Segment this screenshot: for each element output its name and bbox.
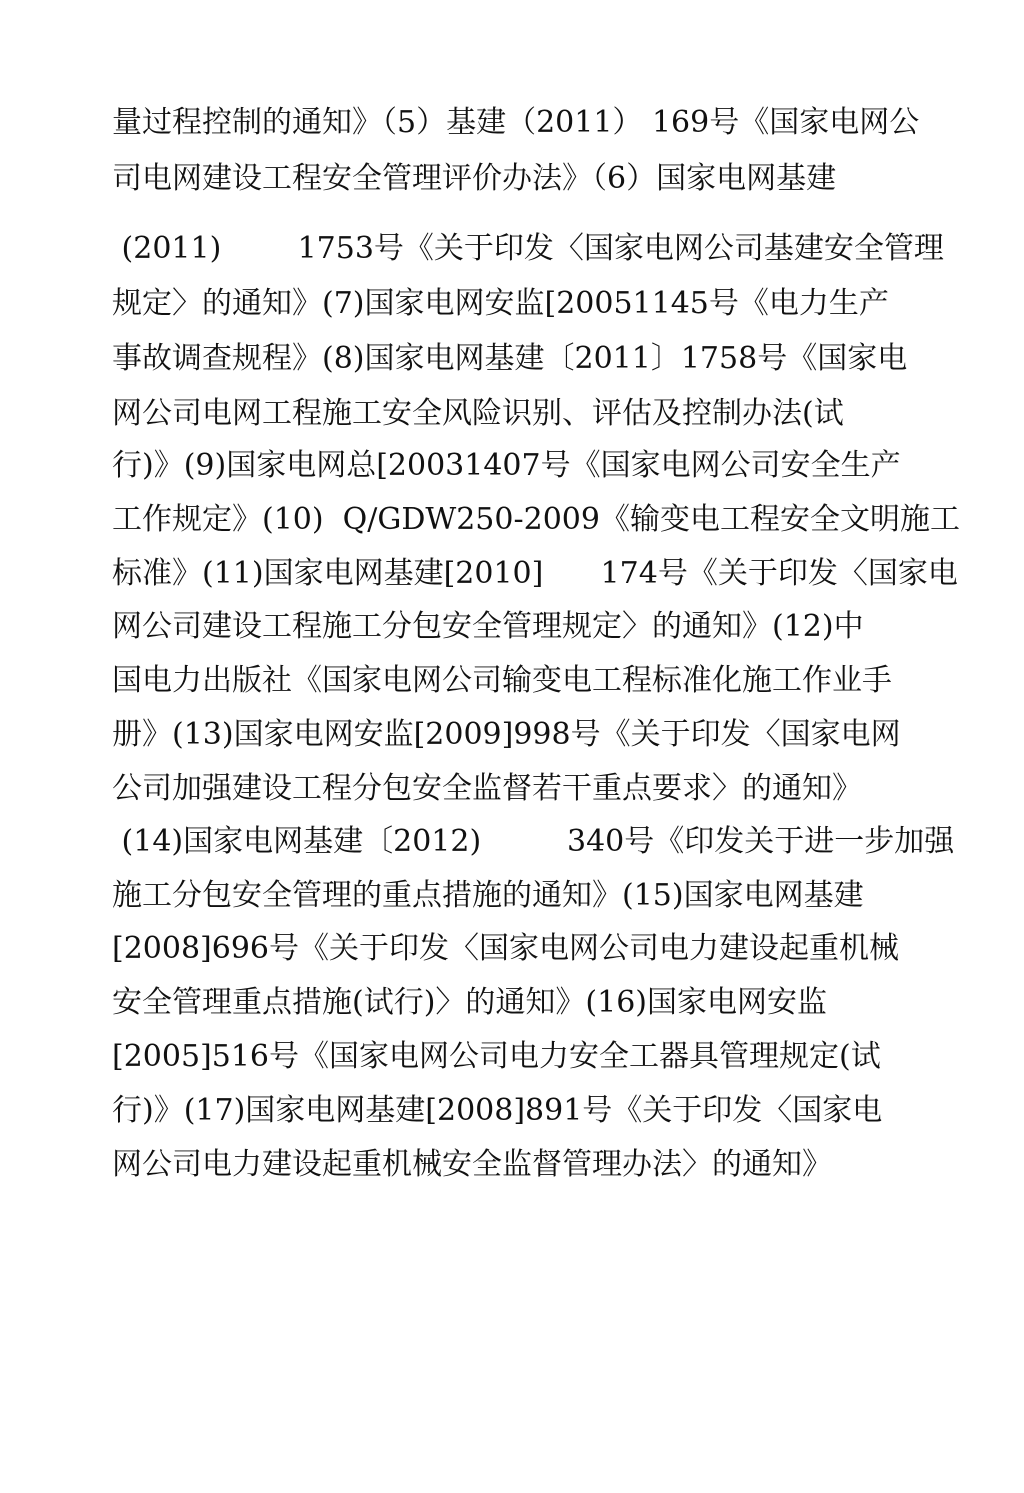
text-line-11: 国电力出版社《国家电网公司输变电工程标准化施工作业手	[112, 663, 892, 698]
text-line-3: (2011) 1753号《关于印发〈国家电网公司基建安全管理	[112, 231, 944, 266]
text-line-17: 安全管理重点措施(试行)〉的通知》(16)国家电网安监	[112, 985, 827, 1020]
text-line-14: (14)国家电网基建〔2012) 340号《印发关于进一步加强	[112, 824, 955, 859]
text-line-12: 册》(13)国家电网安监[2009]998号《关于印发〈国家电网	[112, 717, 901, 752]
text-line-4: 规定〉的通知》(7)国家电网安监[20051145号《电力生产	[112, 286, 889, 321]
text-line-5: 事故调查规程》(8)国家电网基建〔2011〕1758号《国家电	[112, 341, 908, 376]
text-line-19: 行)》(17)国家电网基建[2008]891号《关于印发〈国家电	[112, 1093, 883, 1128]
text-line-2: 司电网建设工程安全管理评价办法》（6）国家电网基建	[112, 161, 837, 196]
text-line-1: 量过程控制的通知》（5）基建（2011） 169号《国家电网公	[112, 105, 920, 140]
text-line-13: 公司加强建设工程分包安全监督若干重点要求〉的通知》	[112, 771, 862, 806]
text-line-9: 标准》(11)国家电网基建[2010] 174号《关于印发〈国家电	[112, 556, 958, 591]
text-line-18: [2005]516号《国家电网公司电力安全工器具管理规定(试	[112, 1039, 881, 1074]
text-line-8: 工作规定》(10) Q/GDW250-2009《输变电工程安全文明施工	[112, 502, 960, 537]
text-line-10: 网公司建设工程施工分包安全管理规定〉的通知》(12)中	[112, 609, 864, 644]
text-line-20: 网公司电力建设起重机械安全监督管理办法〉的通知》	[112, 1147, 832, 1182]
text-line-7: 行)》(9)国家电网总[20031407号《国家电网公司安全生产	[112, 448, 901, 483]
text-line-16: [2008]696号《关于印发〈国家电网公司电力建设起重机械	[112, 931, 900, 966]
text-line-6: 网公司电网工程施工安全风险识别、评估及控制办法(试	[112, 396, 844, 431]
text-line-15: 施工分包安全管理的重点措施的通知》(15)国家电网基建	[112, 878, 864, 913]
